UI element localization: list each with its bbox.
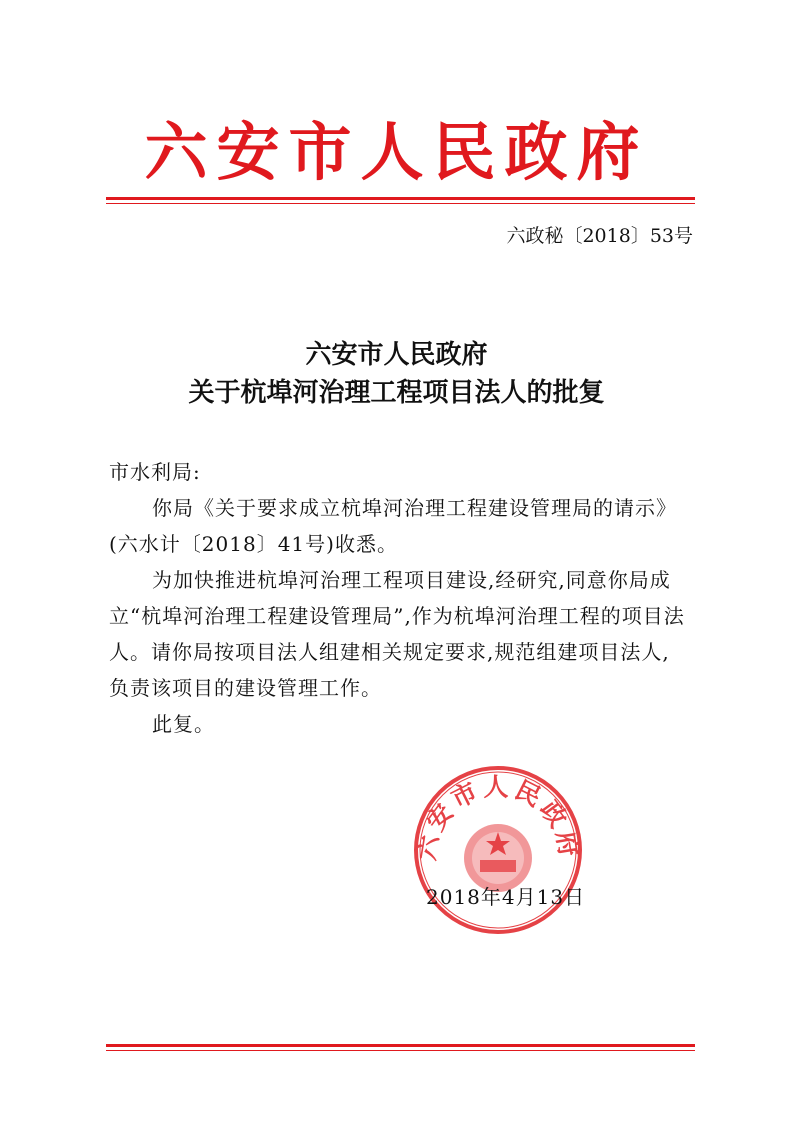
document-title-line1: 六安市人民政府	[305, 340, 488, 370]
document-title-line2: 关于杭埠河治理工程项目法人的批复	[188, 378, 605, 408]
footer-red-rule-thin	[106, 1050, 695, 1051]
header-red-rule-thin	[106, 203, 695, 204]
header-red-rule	[106, 197, 695, 200]
issuer-header: 六安市人民政府	[144, 115, 649, 189]
seal-text: 六安市人民政府	[412, 772, 584, 863]
signature-date: 2018年4月13日	[426, 885, 586, 909]
body-paragraph-2: 为加快推进杭埠河治理工程项目建设,经研究,同意你局成立“杭埠河治理工程建设管理局”,作为杭埠河治理工程的项目法人。请你局按项目法人组建相关规定要求,规范组建项目法人,负责该项目的建设管理工作。	[109, 568, 685, 700]
document-number: 六政秘〔2018〕53号	[506, 225, 693, 247]
addressee: 市水利局:	[109, 460, 201, 484]
closing-phrase: 此复。	[152, 712, 215, 736]
footer-red-rule	[106, 1044, 695, 1047]
body-paragraph-1: 你局《关于要求成立杭埠河治理工程建设管理局的请示》(六水计〔2018〕41号)收悉。	[109, 496, 677, 556]
